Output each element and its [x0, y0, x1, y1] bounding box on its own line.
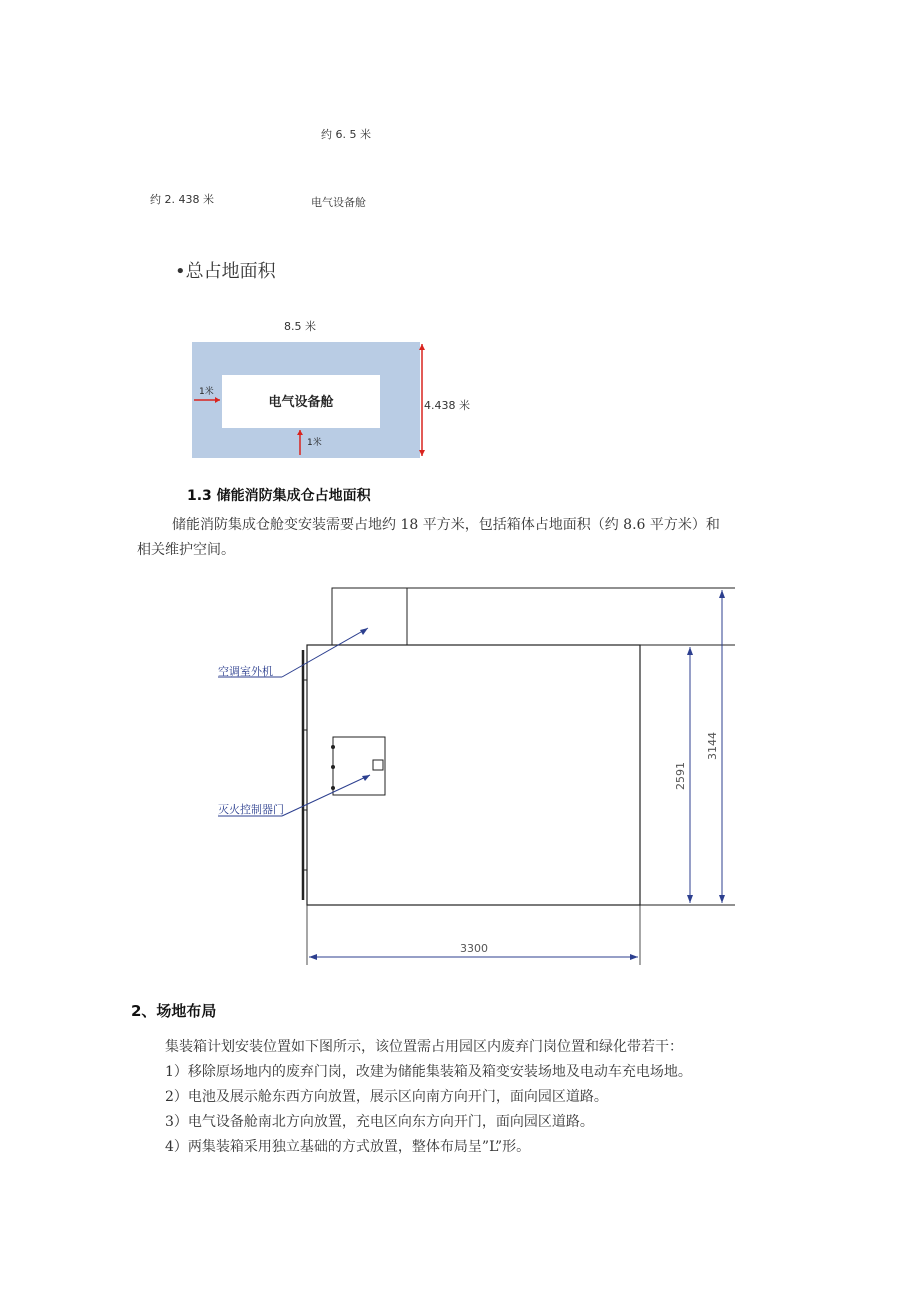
layout-intro: 集装箱计划安装位置如下图所示，该位置需占用园区内废弃门岗位置和绿化带若干： [165, 1039, 683, 1055]
list-item: 1）移除原场地内的废弃门岗，改建为储能集装箱及箱变安装场地及电动车充电场地。 [165, 1064, 692, 1080]
total-height-arrow-top [719, 590, 725, 598]
inner-height-arrow-top [687, 647, 693, 655]
section-1-3-paragraph [137, 513, 787, 563]
inner-height-dim-label: 2591 [674, 762, 687, 790]
list-item: 2）电池及展示舱东西方向放置，展示区向南方向开门，面向园区道路。 [165, 1089, 608, 1105]
section-1-3-heading: 1.3 储能消防集成仓占地面积 [187, 488, 371, 504]
width-dim-arrow-left [309, 954, 317, 960]
area-height-label: 4.438 米 [424, 399, 470, 412]
top-length-label: 约 6. 5 米 [321, 128, 371, 141]
fire-box-dot-3 [331, 786, 335, 790]
top-width-label: 约 2. 438 米 [150, 193, 214, 206]
area-box-label: 电气设备舱 [268, 395, 334, 410]
ac-unit-label: 空调室外机 [218, 665, 273, 678]
width-dim-label: 3300 [460, 942, 488, 955]
inner-height-arrow-bottom [687, 895, 693, 903]
fire-box-dot-1 [331, 745, 335, 749]
section-2-heading: 2、场地布局 [131, 1002, 217, 1020]
left-margin-label: 1米 [199, 387, 214, 397]
list-item: 3）电气设备舱南北方向放置，充电区向东方向开门，面向园区道路。 [165, 1114, 594, 1130]
fire-control-box [333, 737, 385, 795]
total-height-arrow-bottom [719, 895, 725, 903]
layout-list [165, 1035, 805, 1160]
width-dim-arrow-right [630, 954, 638, 960]
bottom-margin-label: 1米 [307, 438, 322, 448]
total-height-dim-label: 3144 [706, 732, 719, 760]
container-rect [307, 645, 640, 905]
ac-leader-arrowhead [360, 628, 368, 635]
total-area-heading: •总占地面积 [175, 261, 276, 282]
fire-leader-arrowhead [362, 775, 370, 781]
area-width-label: 8.5 米 [284, 320, 316, 333]
top-box-label: 电气设备舱 [311, 196, 366, 209]
ac-leader-line [282, 628, 368, 677]
list-item: 4）两集装箱采用独立基础的方式放置，整体布局呈”L”形。 [165, 1139, 531, 1155]
fire-box-symbol [373, 760, 383, 770]
para-line-2: 相关维护空间。 [137, 542, 235, 558]
fire-box-dot-2 [331, 765, 335, 769]
ac-unit-rect [332, 588, 407, 645]
fire-control-label: 灭火控制器门 [218, 803, 284, 816]
para-line-1: 储能消防集成仓舱变安装需要占地约 18 平方米，包括箱体占地面积（约 8.6 平方米）和 [172, 517, 720, 533]
plan-drawing [210, 580, 745, 975]
